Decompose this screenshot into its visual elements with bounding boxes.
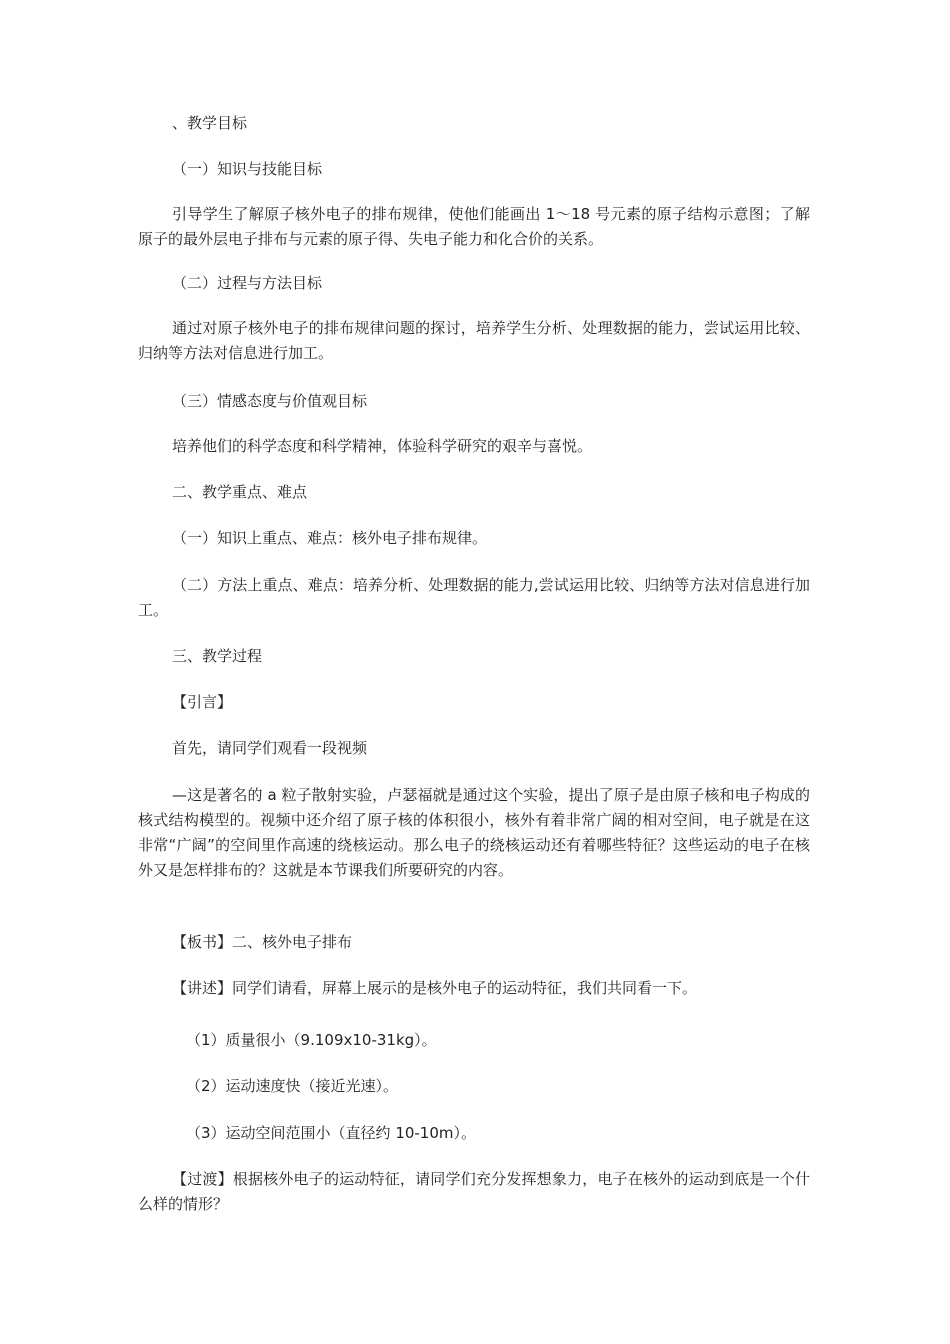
intro-paragraph: —这是著名的 a 粒子散射实验，卢瑟福就是通过这个实验，提出了原子是由原子核和电子构成的核式结构模型的。视频中还介绍了原子核的体积很小，核外有着非常广阔的相对空间，电子就是在这非常“广阔”的空间里作高速的绕核运动。那么电子的绕核运动还有着哪些特征？这些运动的电子在核外又是怎样排布的？这就是本节课我们所要研究的内容。 — [138, 786, 810, 879]
feature-3: （3）运动空间范围小（直径约 10-10m）。 — [186, 1124, 477, 1142]
sub3-text: 培养他们的科学态度和科学精神，体验科学研究的艰辛与喜悦。 — [172, 437, 593, 455]
sub3-title: （三）情感态度与价值观目标 — [172, 392, 368, 410]
key-point-2: （二）方法上重点、难点：培养分析、处理数据的能力,尝试运用比较、归纳等方法对信息进行加工。 — [138, 576, 810, 619]
sub2-title: （二）过程与方法目标 — [172, 274, 323, 292]
sub1-title: （一）知识与技能目标 — [172, 160, 323, 178]
lecture-line: 【讲述】同学们请看，屏幕上展示的是核外电子的运动特征，我们共同看一下。 — [172, 979, 698, 997]
key-point-1: （一）知识上重点、难点：核外电子排布规律。 — [172, 529, 488, 547]
intro-label: 【引言】 — [172, 693, 233, 711]
section3-title: 三、教学过程 — [172, 647, 263, 665]
board-line: 【板书】二、核外电子排布 — [172, 933, 353, 951]
transition-paragraph: 【过渡】根据核外电子的运动特征，请同学们充分发挥想象力，电子在核外的运动到底是一个什么样的情形？ — [138, 1170, 810, 1213]
section1-title: 、教学目标 — [172, 114, 248, 132]
feature-2: （2）运动速度快（接近光速）。 — [186, 1077, 399, 1095]
feature-1: （1）质量很小（9.109x10-31kg）。 — [186, 1031, 437, 1049]
intro-text: 首先，请同学们观看一段视频 — [172, 739, 368, 757]
sub1-text: 引导学生了解原子核外电子的排布规律，使他们能画出 1～18 号元素的原子结构示意图；了解原子的最外层电子排布与元素的原子得、失电子能力和化合价的关系。 — [138, 205, 810, 248]
sub2-text: 通过对原子核外电子的排布规律问题的探讨，培养学生分析、处理数据的能力，尝试运用比较、归纳等方法对信息进行加工。 — [138, 319, 810, 362]
section2-title: 二、教学重点、难点 — [172, 483, 308, 501]
